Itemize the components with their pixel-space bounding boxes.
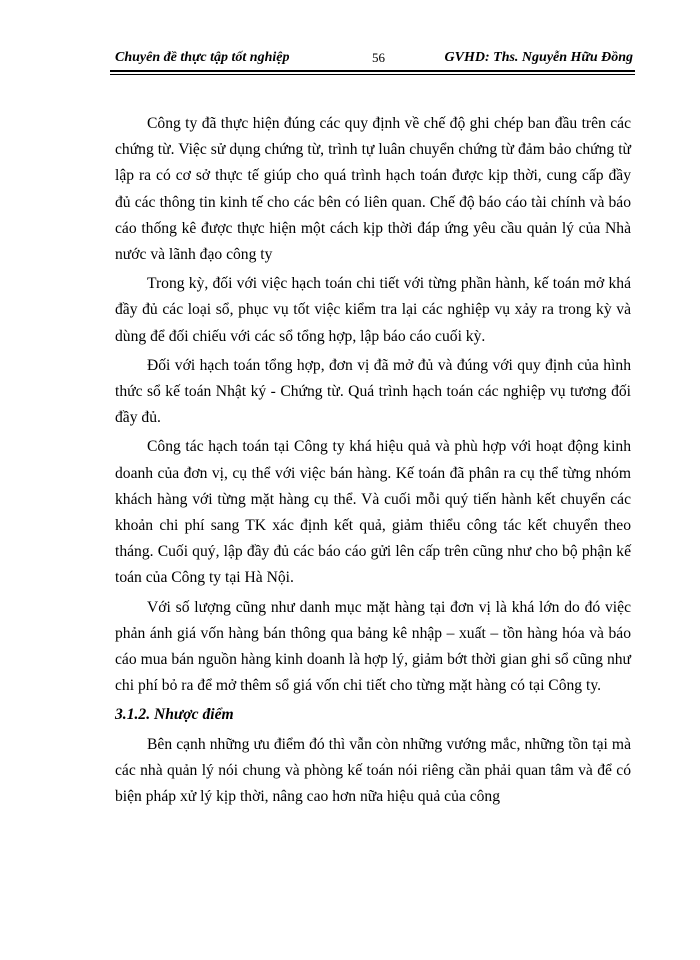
header-document-title: Chuyên đề thực tập tốt nghiệp bbox=[115, 50, 290, 65]
paragraph-5: Với số lượng cũng như danh mục mặt hàng tại đơn vị là khá lớn do đó việc phản ánh giá vốn hàng bán thông qua bảng kê nhập – xuất – tồn hàng hóa và báo cáo mua bán nguồn hàng kinh doanh là hợp lý, giảm bớt thời gian ghi sổ cũng như chi phí bỏ ra để mở thêm sổ giá vốn chi tiết cho từng mặt hàng có tại Công ty. bbox=[115, 598, 631, 695]
paragraph-3: Đối với hạch toán tổng hợp, đơn vị đã mở đủ và đúng với quy định của hình thức sổ kế toán Nhật ký - Chứng từ. Quá trình hạch toán các nghiệp vụ tương đối đầy đủ. bbox=[115, 356, 631, 427]
paragraph-2: Trong kỳ, đối với việc hạch toán chi tiết với từng phần hành, kế toán mở khá đầy đủ các loại sổ, phục vụ tốt việc kiểm tra lại các nghiệp vụ xảy ra trong kỳ và dùng để đối chiếu với các sổ tổng hợp, lập báo cáo cuối kỳ. bbox=[115, 275, 631, 345]
section-heading: 3.1.2. Nhược điểm bbox=[115, 706, 234, 724]
page-header bbox=[110, 46, 635, 70]
paragraph-4: Công tác hạch toán tại Công ty khá hiệu quả và phù hợp với hoạt động kinh doanh của đơn vị, cụ thể với việc bán hàng. Kế toán đã phân ra cụ thể từng nhóm khách hàng với từng mặt hàng cụ thể. Và cuối mỗi quý tiến hành kết chuyển các khoản chi phí sang TK xác định kết quả, giảm thiểu công tác kết chuyển theo tháng. Cuối quý, lập đầy đủ các báo cáo gửi lên cấp trên cũng như cho bộ phận kế toán của Công ty tại Hà Nội. bbox=[115, 438, 631, 587]
page-body bbox=[115, 111, 631, 813]
paragraph-6: Bên cạnh những ưu điểm đó thì vẫn còn những vướng mắc, những tồn tại mà các nhà quản lý nói chung và phòng kế toán nói riêng cần phải quan tâm và để có biện pháp xử lý kịp thời, nâng cao hơn nữa hiệu quả của công bbox=[115, 735, 631, 806]
header-rule-thick bbox=[110, 70, 635, 72]
header-rule-thin bbox=[110, 74, 635, 75]
header-page-number: 56 bbox=[372, 50, 385, 65]
header-advisor: GVHD: Ths. Nguyễn Hữu Đồng bbox=[444, 50, 633, 65]
paragraph-1: Công ty đã thực hiện đúng các quy định về chế độ ghi chép ban đầu trên các chứng từ. Việc sử dụng chứng từ, trình tự luân chuyển chứng từ đảm bảo chứng từ lập ra có cơ sở thực tế giúp cho quá trình hạch toán được kịp thời, cung cấp đầy đủ các thông tin kinh tế cho các bên có liên quan. Chế độ báo cáo tài chính và báo cáo thống kê được thực hiện một cách kịp thời đáp ứng yêu cầu quản lý của Nhà nước và lãnh đạo công ty bbox=[115, 115, 631, 264]
